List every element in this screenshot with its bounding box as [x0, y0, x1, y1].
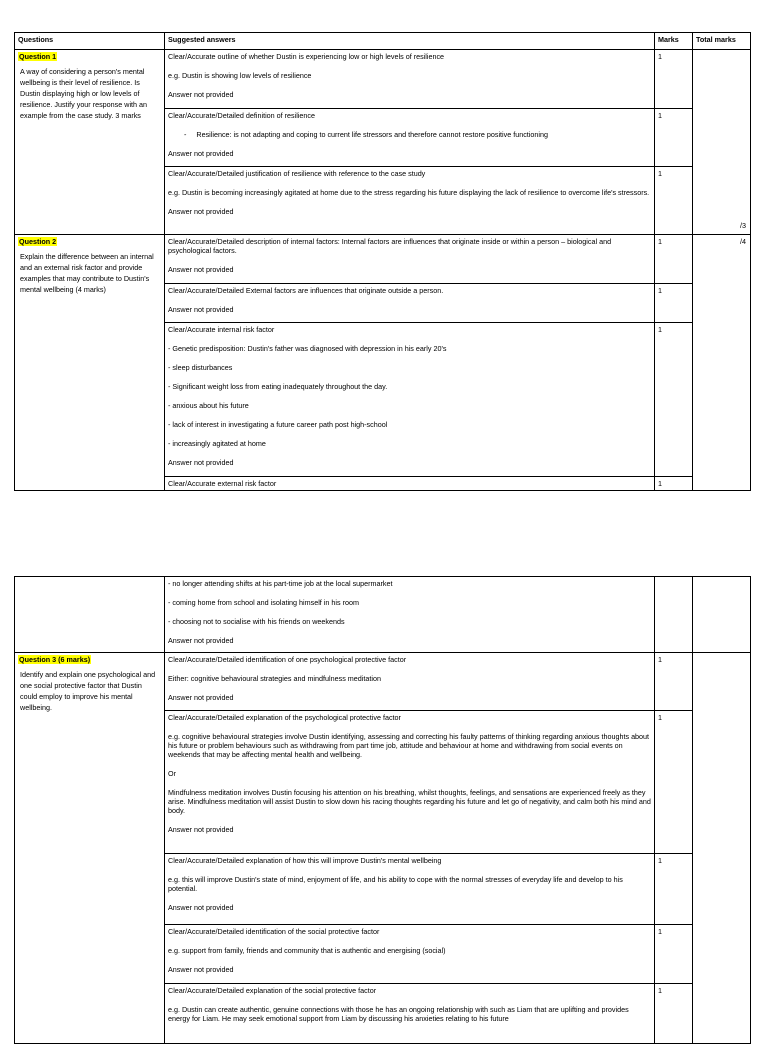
q2-answer-2: [165, 284, 655, 323]
header-answers: Suggested answers: [165, 33, 655, 50]
q2-mark-1: 1: [655, 235, 693, 284]
q2-mark-3: 1: [655, 323, 693, 477]
criterion-text: Clear/Accurate internal risk factor: [168, 325, 275, 334]
example-text: e.g. this will improve Dustin's state of mind, enjoyment of life, and his ability to cope with the normal stresses of everyday life and develop to his potential.: [168, 875, 623, 893]
q1-total: /3: [740, 221, 746, 230]
rubric-table-page-2: [14, 576, 751, 1044]
q1-answer-2: [165, 109, 655, 167]
q3-answer-2: [165, 711, 655, 854]
q1-text: A way of considering a person's mental wellbeing is their level of resilience. Is Dustin displaying high or low levels of resilience. Justify your response with an example from the case study. 3 marks: [20, 67, 148, 120]
q3-mark-1: 1: [655, 653, 693, 711]
header-total: Total marks: [693, 33, 751, 50]
q2-text: Explain the difference between an internal and an external risk factor and provide examples that may contribute to Dustin's mental wellbeing (4 marks): [20, 252, 154, 294]
q3-row-1: [15, 653, 751, 711]
answer-not-provided: Answer not provided: [168, 207, 234, 216]
q2-question-cell: [15, 235, 165, 491]
criterion-text: Clear/Accurate/Detailed justification of resilience with reference to the case study: [168, 169, 426, 178]
q3-answer-4: [165, 925, 655, 984]
q2-continued-total: [693, 577, 751, 653]
q2-row-1: [15, 235, 751, 284]
risk-factor-item: - anxious about his future: [168, 401, 249, 410]
criterion-text: Clear/Accurate/Detailed identification of one psychological protective factor: [168, 655, 407, 664]
criterion-text: Clear/Accurate/Detailed definition of resilience: [168, 111, 316, 120]
q1-mark-3: 1: [655, 167, 693, 235]
risk-factor-item: - Genetic predisposition: Dustin's father was diagnosed with depression in his early 20's: [168, 344, 447, 353]
criterion-text: Clear/Accurate outline of whether Dustin is experiencing low or high levels of resilience: [168, 52, 445, 61]
answer-not-provided: Answer not provided: [168, 965, 234, 974]
answer-not-provided: Answer not provided: [168, 903, 234, 912]
criterion-text: Clear/Accurate/Detailed description of internal factors: Internal factors are influences that originate inside or within a person – biological and psychological factors.: [168, 237, 612, 255]
example-text: e.g. Dustin can create authentic, genuine connections with those he has an ongoing relationship with such as Liam that are uplifting and provides energy for Liam. He may seek emotional support from Liam by discussing his anxieties relating to his future: [168, 1005, 629, 1023]
q2-title: Question 2: [19, 237, 57, 246]
q2-continued-question-cell: [15, 577, 165, 653]
q3-mark-2: 1: [655, 711, 693, 854]
header-questions: Questions: [15, 33, 165, 50]
criterion-text: Clear/Accurate/Detailed identification of the social protective factor: [168, 927, 380, 936]
q3-answer-3: [165, 854, 655, 925]
criterion-text: Clear/Accurate/Detailed External factors are influences that originate outside a person.: [168, 286, 444, 295]
bullet-text: Resilience: is not adapting and coping to current life stressors and therefore cannot restore positive functioning: [196, 130, 548, 139]
answer-not-provided: Answer not provided: [168, 265, 234, 274]
answer-not-provided: Answer not provided: [168, 636, 234, 645]
example-text: e.g. Dustin is becoming increasingly agitated at home due to the stress regarding his future displaying the lack of resilience to overcome life's stressors.: [168, 188, 650, 197]
criterion-text: Clear/Accurate/Detailed explanation of the psychological protective factor: [168, 713, 401, 722]
q3-mark-4: 1: [655, 925, 693, 984]
q1-row-1: [15, 50, 751, 109]
q2-answer-1: [165, 235, 655, 284]
q3-text: Identify and explain one psychological and one social protective factor that Dustin could employ to improve his mental wellbeing.: [20, 670, 156, 712]
criterion-text: Clear/Accurate/Detailed explanation of the social protective factor: [168, 986, 377, 995]
q1-mark-1: 1: [655, 50, 693, 109]
criterion-text: Clear/Accurate/Detailed explanation of how this will improve Dustin's mental wellbeing: [168, 856, 442, 865]
risk-factor-item: - sleep disturbances: [168, 363, 233, 372]
bullet-line: - Resilience: is not adapting and coping to current life stressors and therefore cannot restore positive functioning: [184, 130, 548, 139]
risk-factor-item: - coming home from school and isolating himself in his room: [168, 598, 359, 607]
answer-not-provided: Answer not provided: [168, 90, 234, 99]
q3-mark-5: 1: [655, 984, 693, 1044]
criterion-text: Clear/Accurate external risk factor: [168, 479, 277, 488]
q2-continued-answer: [165, 577, 655, 653]
q2-answer-4: [165, 477, 655, 491]
example-text: Either: cognitive behavioural strategies and mindfulness meditation: [168, 674, 381, 683]
risk-factor-item: - no longer attending shifts at his part-time job at the local supermarket: [168, 579, 393, 588]
answer-not-provided: Answer not provided: [168, 693, 234, 702]
example-text: e.g. Dustin is showing low levels of resilience: [168, 71, 312, 80]
answer-not-provided: Answer not provided: [168, 825, 234, 834]
header-marks: Marks: [655, 33, 693, 50]
risk-factor-item: - lack of interest in investigating a future career path post high-school: [168, 420, 388, 429]
q1-mark-2: 1: [655, 109, 693, 167]
q3-answer-5: [165, 984, 655, 1044]
example-text: Mindfulness meditation involves Dustin focusing his attention on his breathing, whilst thoughts, feelings, and sensations are experienced freely as they arise. Mindfulness meditation will assist Dustin to slow down his racing thoughts regarding his future and let go of negativity, and calm both his mind and body.: [168, 788, 651, 815]
q1-title: Question 1: [19, 52, 57, 61]
risk-factor-item: - Significant weight loss from eating inadequately throughout the day.: [168, 382, 388, 391]
q2-continued-mark: [655, 577, 693, 653]
q2-answer-3: [165, 323, 655, 477]
q2-mark-2: 1: [655, 284, 693, 323]
q3-answer-1: [165, 653, 655, 711]
example-text: e.g. cognitive behavioural strategies involve Dustin identifying, assessing and correcting his faulty patterns of thinking regarding anxious thoughts about his future or problem behaviours such as withdrawing from part time job, attitude and behaviour at home and withdrawing from social events on weekends that may be affecting mental health and wellbeing.: [168, 732, 650, 759]
risk-factor-item: - choosing not to socialise with his friends on weekends: [168, 617, 345, 626]
answer-not-provided: Answer not provided: [168, 305, 234, 314]
q1-answer-1: [165, 50, 655, 109]
q3-mark-3: 1: [655, 854, 693, 925]
q2-continued-row: [15, 577, 751, 653]
answer-not-provided: Answer not provided: [168, 149, 234, 158]
q1-answer-3: [165, 167, 655, 235]
q1-question-cell: [15, 50, 165, 235]
q3-question-cell: [15, 653, 165, 1044]
answer-not-provided: Answer not provided: [168, 458, 234, 467]
or-text: Or: [168, 769, 176, 778]
q1-total-cell: [693, 50, 751, 235]
risk-factor-item: - increasingly agitated at home: [168, 439, 266, 448]
q3-title: Question 3 (6 marks): [19, 655, 91, 664]
q2-mark-4: 1: [655, 477, 693, 491]
q2-total: /4: [740, 237, 746, 246]
header-row: [15, 33, 751, 50]
example-text: e.g. support from family, friends and community that is authentic and energising (social): [168, 946, 446, 955]
q3-total-cell: [693, 653, 751, 1044]
rubric-table-page-1: [14, 32, 751, 491]
q2-total-cell: [693, 235, 751, 491]
